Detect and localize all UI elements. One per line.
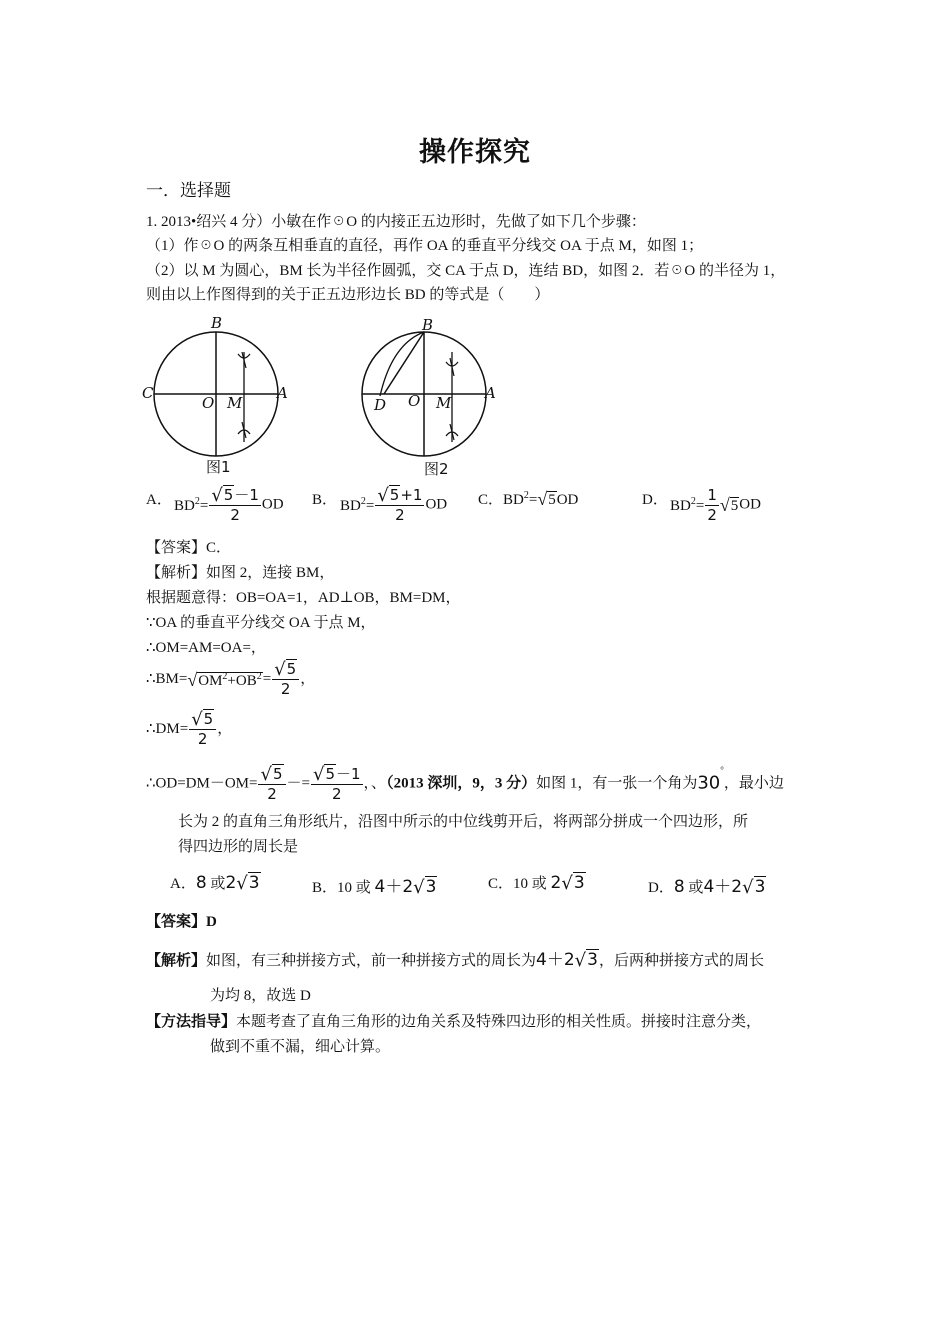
q2-line2: 长为 2 的直角三角形纸片，沿图中所示的中位线剪开后，将两部分拼成一个四边形，所 [178, 814, 749, 830]
q2-option-d: D．8 或4＋2√3 [648, 877, 766, 898]
q1-analysis-4: ∴OM=AM=OA=， [146, 640, 266, 656]
fig1-label-a: A [277, 384, 288, 402]
q2-option-b: B．10 或 4＋2√3 [312, 877, 437, 898]
option-c-label: C． [478, 492, 504, 508]
q2-analysis-line2: 为均 8，故选 D [210, 988, 311, 1004]
fig2-label-a: A [485, 384, 496, 402]
option-c-sqrt: √5 [537, 489, 556, 509]
q1-option-c: C．$BD^2=√5OD$ [478, 489, 579, 509]
fig2-label-o: O [408, 392, 421, 410]
q1-option-a [146, 488, 172, 509]
q1-option-d [642, 488, 668, 509]
option-b-fraction: $\frac{√5+1}{2}$ [377, 485, 423, 524]
q2-answer: 【答案】D [146, 914, 217, 930]
option-d-label: D． [642, 492, 668, 508]
q2-angle: 30 [697, 772, 721, 794]
q1-analysis-2: 根据题意得：OB=OA=1，AD⊥OB，BM=DM， [146, 590, 461, 606]
q2-method: 【方法指导】本题考查了直角三角形的边角关系及特殊四边形的相关性质。拼接时注意分类， [146, 1014, 762, 1030]
q1-option-b [312, 488, 337, 509]
q2-option-a: A．8 或2√3 [170, 873, 260, 894]
fig1-label-b: B [211, 314, 223, 332]
figure-1 [138, 312, 298, 477]
q1-step2b: 则由以上作图得到的关于正五边形边长 BD 的等式是（ ） [146, 287, 550, 303]
q1-stem: 1. 2013•绍兴 4 分）小敏在作☉O 的内接正五边形时，先做了如下几个步骤： [146, 214, 646, 230]
q2-analysis: 【解析】如图，有三种拼接方式，前一种拼接方式的周长为4＋2√3，后两种拼接方式的周长 [146, 950, 764, 971]
fig2-label-b: B [422, 316, 434, 334]
q1-analysis-3: ∵OA 的垂直平分线交 OA 于点 M， [146, 615, 376, 631]
q1-option-a-expr: $BD^2=$ $\frac{√5-1}{2}$ OD [174, 485, 284, 524]
q1-analysis-od: ∴OD=DM－OM= $\frac{√5}{2}$ －= $\frac{√5-1}{2}$ ，、（2013 深圳，9，3 分）如图 1，有一张一个角为30°，最小边 [146, 763, 784, 803]
q1-step1: （1）作☉O 的两条互相垂直的直径，再作 OA 的垂直平分线交 OA 于点 M，如图 1； [146, 238, 704, 254]
fig2-label-m: M [436, 394, 452, 412]
page-title: 操作探究 [419, 137, 531, 168]
q1-answer: 【答案】C． [146, 540, 232, 556]
fig2-caption: 图2 [424, 460, 449, 477]
q1-analysis-1: 【解析】如图 2，连接 BM， [146, 565, 335, 581]
option-a-label: A． [146, 492, 172, 508]
section-heading: 一．选择题 [146, 181, 231, 200]
q2-text-a: 如图 1，有一张一个角为 [536, 775, 698, 792]
q2-method-line2: 做到不重不漏，细心计算。 [210, 1039, 391, 1055]
q2-option-c: C．10 或 2√3 [488, 873, 585, 894]
fig2-label-d: D [374, 396, 387, 414]
option-a-fraction: $\frac{√5-1}{2}$ [211, 485, 259, 524]
q1-step2: （2）以 M 为圆心，BM 长为半径作圆弧，交 CA 于点 D，连结 BD，如图 2．若☉O 的半径为 1， [146, 263, 786, 279]
q2-source: （2013 深圳，9，3 分） [386, 775, 537, 792]
option-b-label: B． [312, 492, 338, 508]
fig1-label-m: M [227, 394, 243, 412]
fig1-caption: 图1 [206, 458, 231, 476]
q1-analysis-dm: ∴DM= $\frac{√5}{2}$ ， [146, 709, 233, 748]
q2-line3: 得四边形的周长是 [178, 839, 299, 855]
fig1-label-c: C [142, 384, 154, 402]
q1-option-d-expr: $BD^2=$ $\frac{1}{2}$ √5OD [670, 486, 761, 524]
option-d-fraction: $\frac{1}{2}$ [707, 486, 717, 524]
fig1-label-o: O [202, 394, 215, 412]
q1-analysis-bm: $\therefore BM=√OM^2+OB^2=$ $\frac{√5}{2}$ ， [146, 659, 316, 698]
bm-sqrt: $√OM^2+OB^2$ [187, 670, 262, 690]
q1-option-b-expr: $BD^2=$ $\frac{√5+1}{2}$ OD [340, 485, 448, 524]
figure-2 [360, 312, 520, 477]
